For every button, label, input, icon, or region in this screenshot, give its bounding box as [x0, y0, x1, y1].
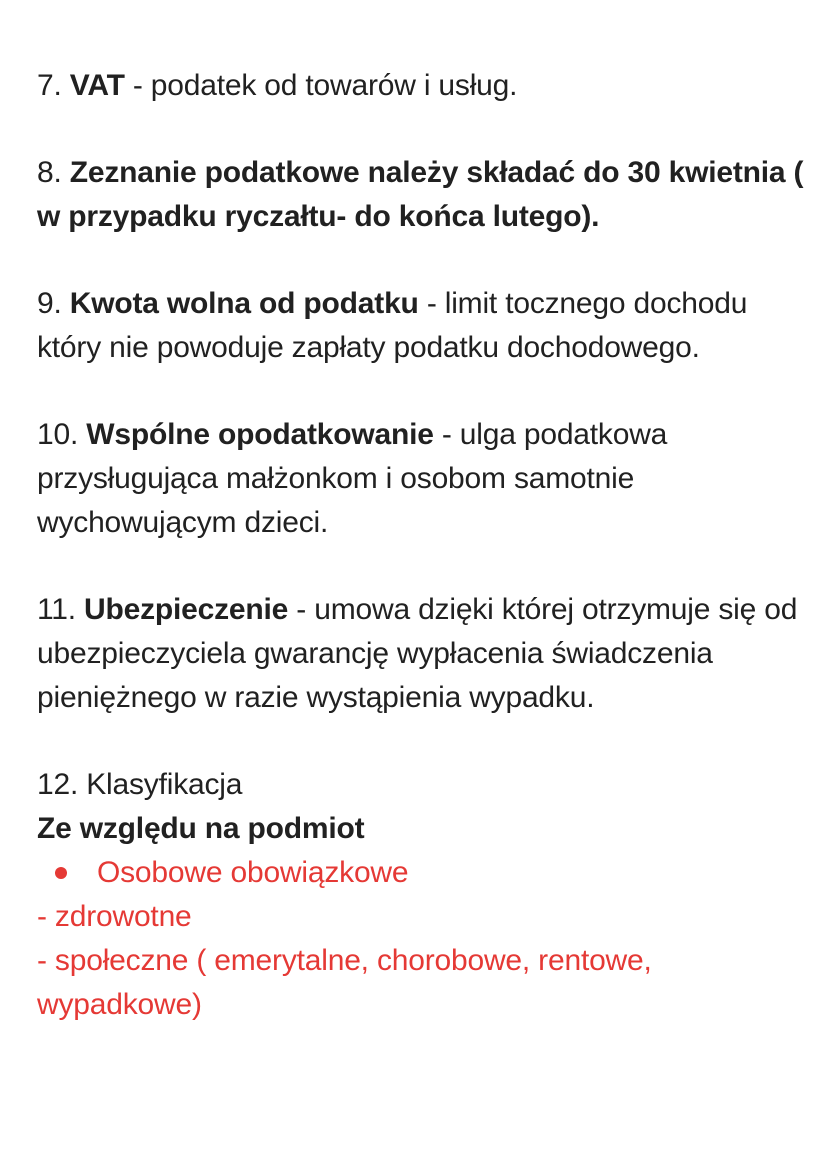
- item-number: 9.: [37, 287, 62, 320]
- item-number: 10.: [37, 418, 79, 451]
- item-number: 7.: [37, 69, 62, 102]
- item-9: [37, 282, 807, 370]
- item-10: [37, 413, 807, 545]
- item-8: [37, 151, 807, 239]
- item-number: 11.: [37, 593, 76, 626]
- item-definition: - ulga podatkowa przysługująca małżonkom i osobom samotnie wychowującym dzieci.: [37, 418, 668, 539]
- item-number: 8.: [37, 156, 62, 189]
- item-definition: - umowa dzięki której otrzymuje się od ubezpieczyciela gwarancję wypłacenia świadczenia pieniężnego w razie wystąpienia wypadku.: [37, 593, 798, 714]
- item-term: Kwota wolna od podatku: [69, 287, 419, 320]
- item-11: [37, 588, 807, 720]
- bullet-label: Osobowe obowiązkowe: [97, 856, 409, 889]
- item-term: Wspólne opodatkowanie: [86, 418, 434, 451]
- item-definition: - podatek od towarów i usług.: [124, 69, 518, 102]
- classification-subheading: Ze względu na podmiot: [37, 812, 365, 845]
- classification-section: [37, 763, 807, 1027]
- item-7: [37, 64, 807, 108]
- classification-line-zdrowotne: - zdrowotne: [37, 900, 192, 933]
- item-definition: - limit tocznego dochodu który nie powoduje zapłaty podatku dochodowego.: [37, 287, 748, 364]
- classification-line-spoleczne: - społeczne ( emerytalne, chorobowe, rentowe, wypadkowe): [37, 944, 652, 1021]
- item-term: Ubezpieczenie: [84, 593, 289, 626]
- document-body: [37, 64, 807, 1027]
- item-term: Zeznanie podatkowe należy składać do 30 kwietnia ( w przypadku ryczałtu- do końca lutego).: [37, 156, 804, 233]
- bullet-dot-icon: [55, 867, 67, 879]
- bullet-item: [37, 851, 807, 895]
- classification-heading: 12. Klasyfikacja: [37, 768, 243, 801]
- item-term: VAT: [69, 69, 125, 102]
